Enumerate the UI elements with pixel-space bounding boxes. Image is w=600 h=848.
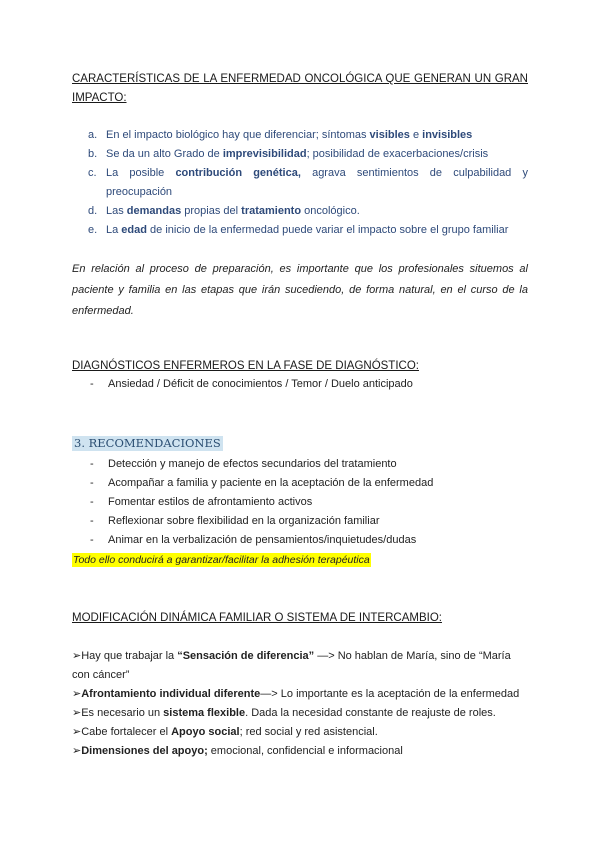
list-item: - Fomentar estilos de afrontamiento activos	[90, 496, 313, 508]
preparation-paragraph: En relación al proceso de preparación, es importante que los profesionales situemos al paciente y familia en las etapas que irán sucediendo, de forma natural, en el curso de la enfermedad.	[72, 263, 528, 317]
highlighted-note: Todo ello conducirá a garantizar/facilitar la adhesión terapéutica	[73, 554, 370, 566]
list-item: b. Se da un alto Grado de imprevisibilidad; posibilidad de exacerbaciones/crisis	[88, 148, 489, 160]
list-item: ➢Hay que trabajar la “Sensación de diferencia” —> No hablan de María, sino de “María con cáncer”	[72, 650, 511, 681]
list-item: c. La posible contribución genética, agrava sentimientos de culpabilidad y preocupación	[88, 167, 528, 198]
dynamics-list	[72, 647, 528, 761]
recommendations-list	[72, 455, 528, 550]
list-item: - Acompañar a familia y paciente en la aceptación de la enfermedad	[90, 477, 434, 489]
list-item: e. La edad de inicio de la enfermedad puede variar el impacto sobre el grupo familiar	[88, 224, 509, 236]
section1-heading: CARACTERÍSTICAS DE LA ENFERMEDAD ONCOLÓGICA QUE GENERAN UN GRAN IMPACTO:	[72, 73, 528, 104]
list-item: - Animar en la verbalización de pensamientos/inquietudes/dudas	[90, 534, 417, 546]
list-item: - Ansiedad / Déficit de conocimientos / Temor / Duelo anticipado	[90, 378, 413, 390]
list-item: ➢Afrontamiento individual diferente—> Lo importante es la aceptación de la enfermedad	[72, 688, 520, 700]
list-item: ➢Es necesario un sistema flexible. Dada la necesidad constante de reajuste de roles.	[72, 707, 496, 719]
section4-heading: MODIFICACIÓN DINÁMICA FAMILIAR O SISTEMA DE INTERCAMBIO:	[72, 612, 442, 624]
list-item: - Detección y manejo de efectos secundarios del tratamiento	[90, 458, 397, 470]
list-item: ➢Cabe fortalecer el Apoyo social; red social y red asistencial.	[72, 726, 378, 738]
list-item: - Reflexionar sobre flexibilidad en la organización familiar	[90, 515, 380, 527]
list-item: a. En el impacto biológico hay que diferenciar; síntomas visibles e invisibles	[88, 129, 473, 141]
list-item: ➢Dimensiones del apoyo; emocional, confidencial e informacional	[72, 745, 403, 757]
diagnosis-list	[72, 375, 528, 394]
section2-heading: DIAGNÓSTICOS ENFERMEROS EN LA FASE DE DIAGNÓSTICO:	[72, 360, 419, 372]
list-item: d. Las demandas propias del tratamiento oncológico.	[88, 205, 360, 217]
impact-list	[72, 126, 528, 240]
section3-heading: 3. RECOMENDACIONES	[74, 436, 221, 450]
